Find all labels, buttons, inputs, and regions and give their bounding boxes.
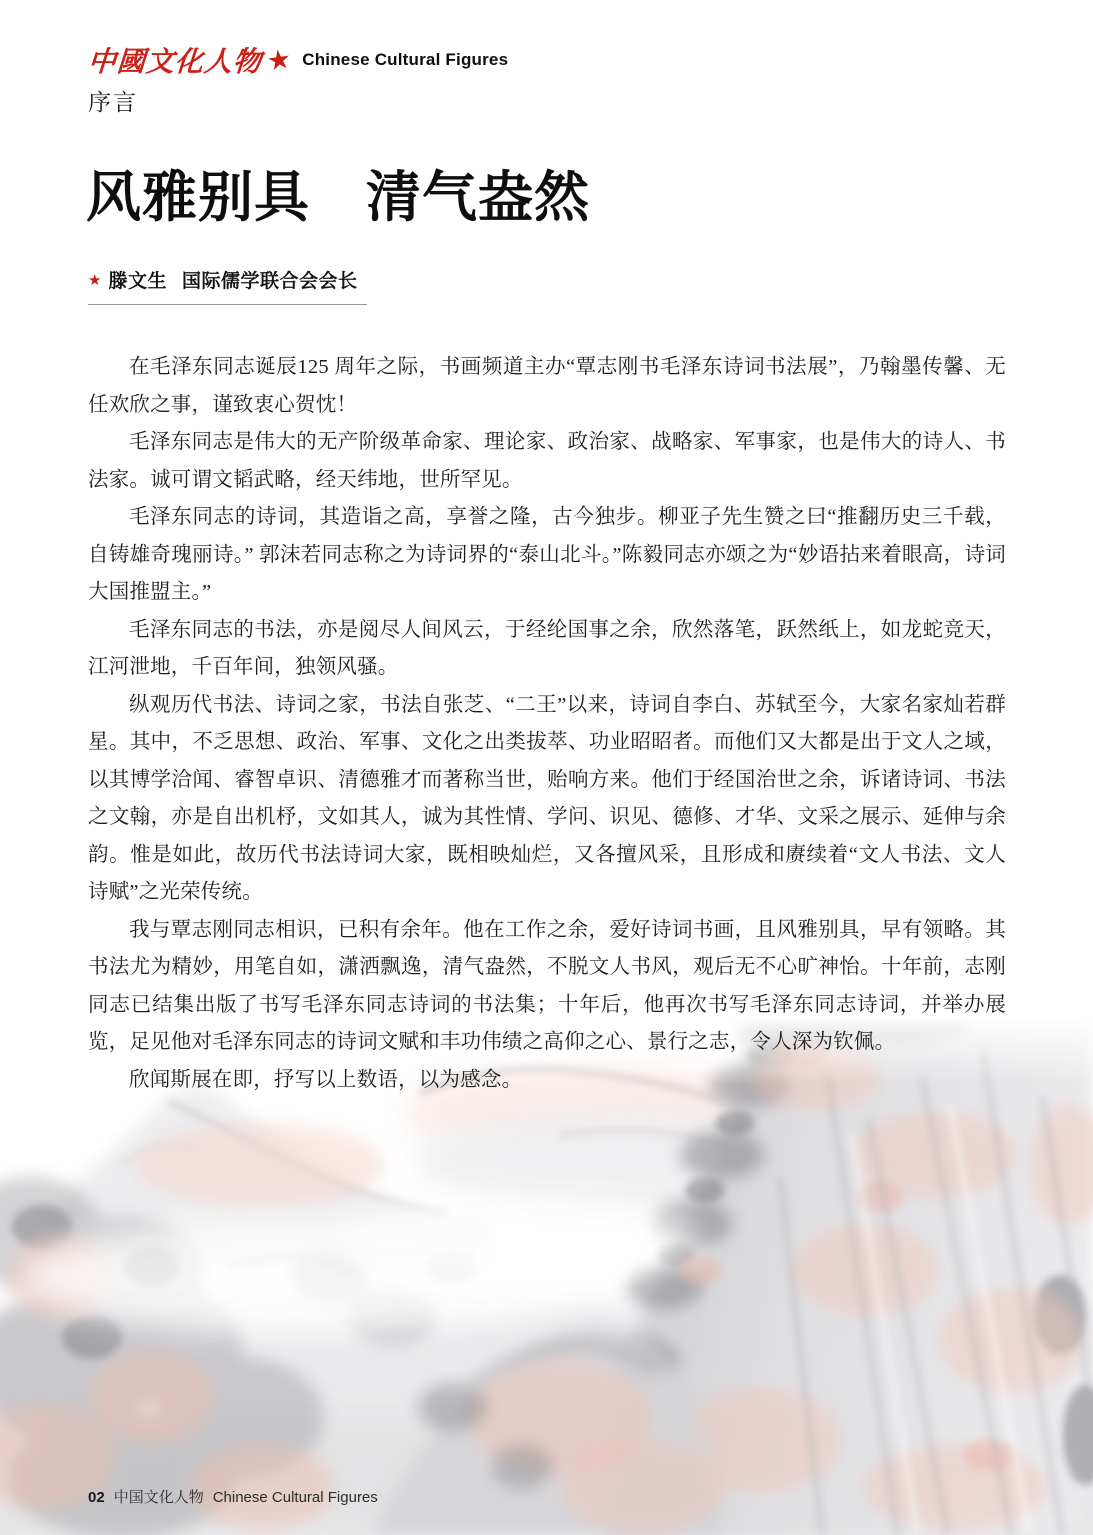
footer-brand-chinese: 中国文化人物 [113,1489,204,1506]
footer-brand-english: Chinese Cultural Figures [212,1489,378,1506]
paragraph-6: 我与覃志刚同志相识，已积有余年。他在工作之余，爱好诗词书画，且风雅别具，早有领略。其书法尤为精妙，用笔自如，潇洒飘逸，清气盎然，不脱文人书风，观后无不心旷神怡。十年前，志刚同志已结集出版了书写毛泽东同志诗词的书法集；十年后，他再次书写毛泽东同志诗词，并举办展览，足见他对毛泽东同志的诗词文赋和丰功伟绩之高仰之心、景行之志，令人深为钦佩。 [88,918,1006,1053]
page-number: 02 [88,1489,105,1506]
paragraph-7: 欣闻斯展在即，抒写以上数语，以为感念。 [129,1068,523,1091]
byline [88,266,367,305]
brand-row [88,40,508,80]
article-body [88,349,1006,1099]
paragraph-4: 毛泽东同志的书法，亦是阅尽人间风云，于经纶国事之余，欣然落笔，跃然纸上，如龙蛇竞天，江河泄地，千百年间，独领风骚。 [88,618,1006,678]
paragraph-5: 纵观历代书法、诗词之家，书法自张芝、“二王”以来，诗词自李白、苏轼至今，大家名家灿若群星。其中，不乏思想、政治、军事、文化之出类拔萃、功业昭昭者。而他们又大都是出于文人之域，以其博学洽闻、睿智卓识、清德雅才而著称当世，贻响方来。他们于经国治世之余，诉诸诗词、书法之文翰，亦是自出机杼，文如其人，诚为其性情、学问、识见、德修、才华、文采之展示、延伸与余韵。惟是如此，故历代书法诗词大家，既相映灿烂，又各擅风采，且形成和赓续着“文人书法、文人诗赋”之光荣传统。 [88,693,1006,903]
brand-logo-chinese: 中國文化人物 [86,45,264,78]
section-label: 序言 [88,89,138,115]
byline-star-icon: ★ [88,271,102,289]
page-footer [88,1486,378,1507]
author-name: 滕文生 [108,271,167,292]
author-role: 国际儒学联合会会长 [181,271,358,292]
paragraph-3: 毛泽东同志的诗词，其造诣之高，享誉之隆，古今独步。柳亚子先生赞之曰“推翻历史三千载，自铸雄奇瑰丽诗。” 郭沫若同志称之为诗词界的“泰山北斗。”陈毅同志亦颂之为“妙语拈来着眼高，诗词大国推盟主。” [88,506,1006,603]
paragraph-2: 毛泽东同志是伟大的无产阶级革命家、理论家、政治家、战略家、军事家，也是伟大的诗人、书法家。诚可谓文韬武略，经天纬地，世所罕见。 [88,431,1006,491]
article-title: 风雅别具 清气盎然 [86,167,591,228]
brand-logo-english: Chinese Cultural Figures [302,50,509,69]
paragraph-1: 在毛泽东同志诞辰125 周年之际，书画频道主办“覃志刚书毛泽东诗词书法展”，乃翰墨传馨、无任欢欣之事，谨致衷心贺忱！ [88,356,1006,416]
brand-star-icon: ★ [264,42,294,77]
